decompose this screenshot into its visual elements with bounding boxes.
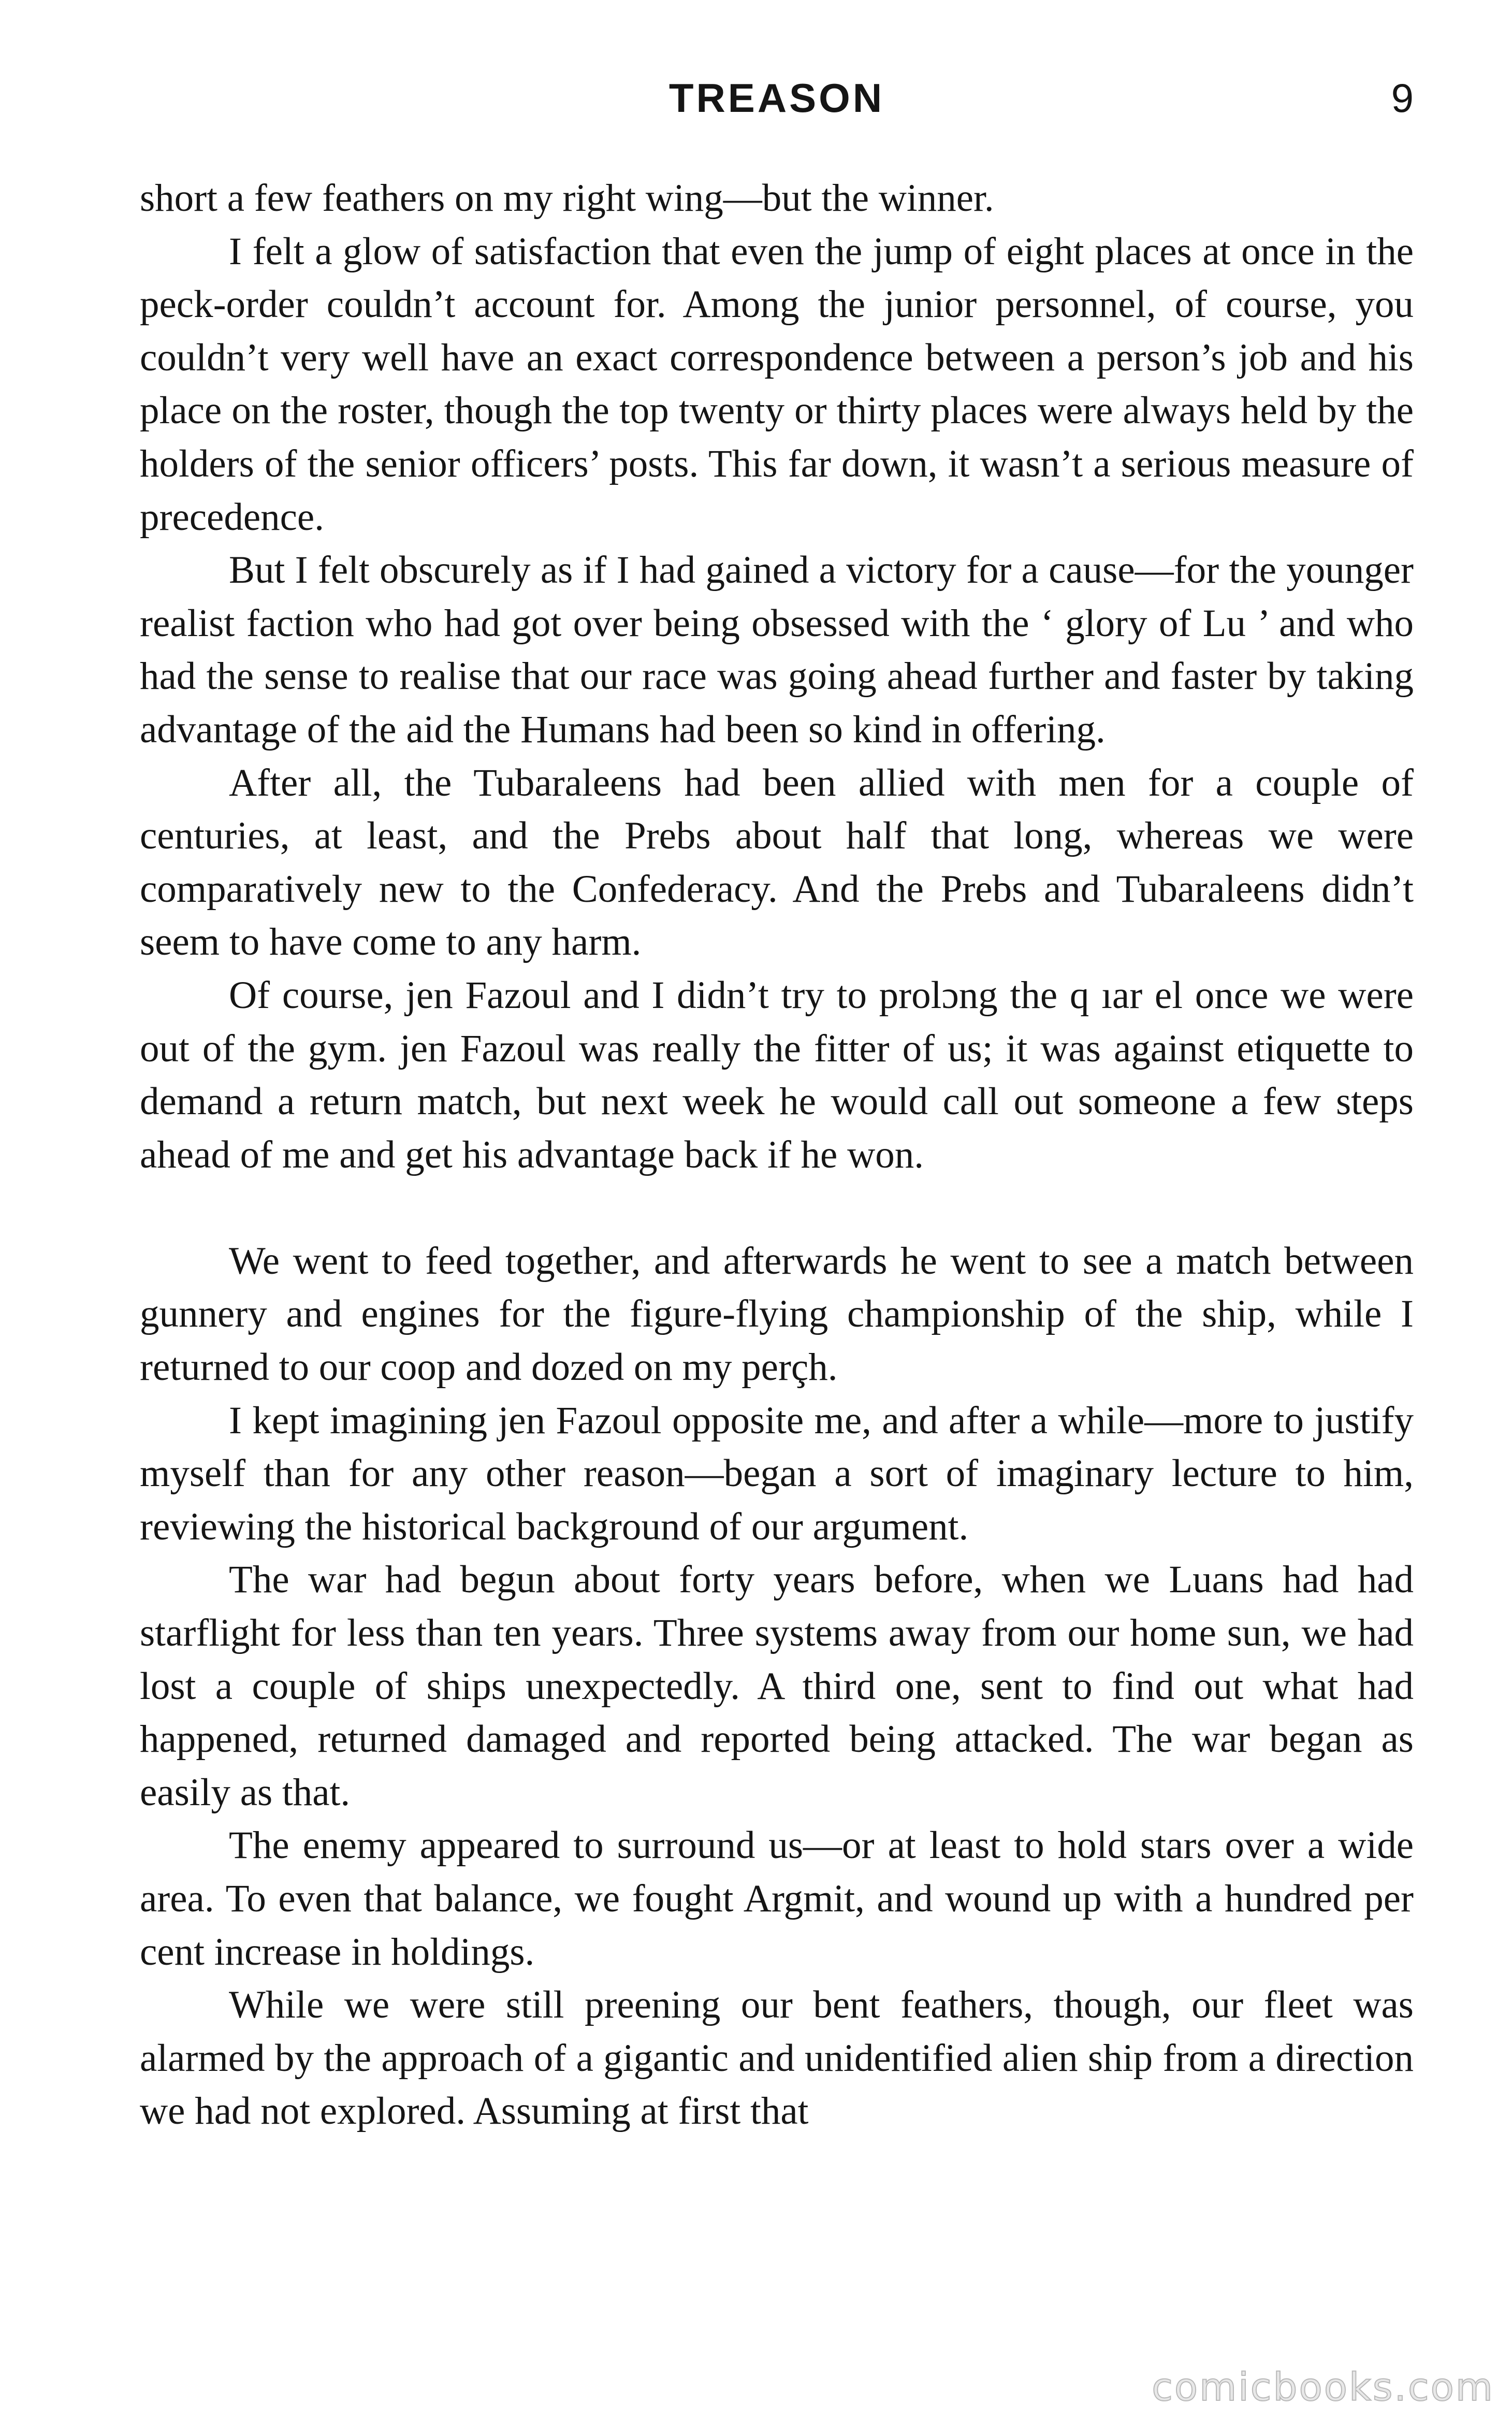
paragraph: The war had begun about forty years before, when we Luans had had starflight for less than ten years. Three systems away from our home sun, we had lost a couple of ships unexpectedly. A third one, sent to find out what had happened, returned damaged and reported being attacked. The war began as easily as that. bbox=[140, 1558, 1414, 1814]
paragraph: But I felt obscurely as if I had gained a victory for a cause—for the younger realist faction who had got over being obsessed with the ‘ glory of Lu ’ and who had the sense to realise that our race was going ahead further and faster by taking advantage of the aid the Humans had been so kind in offering. bbox=[140, 549, 1414, 751]
running-title: TREASON bbox=[668, 75, 885, 121]
paragraph-continued: short a few feathers on my right wing—but the winner. bbox=[140, 177, 994, 220]
paragraph: After all, the Tubaraleens had been allied with men for a couple of centuries, at least, and the Prebs about half that long, whereas we were comparatively new to the Confederacy. And the Prebs and Tubaraleens didn’t seem to have come to any harm. bbox=[140, 761, 1414, 964]
paragraph: The enemy appeared to surround us—or at least to hold stars over a wide area. To even that balance, we fought Argmit, and wound up with a hundred per cent increase in holdings. bbox=[140, 1824, 1414, 1974]
paragraph: While we were still preening our bent feathers, though, our fleet was alarmed by the approach of a gigantic and unidentified alien ship from a direction we had not explored. Assuming at first that bbox=[140, 1983, 1414, 2133]
page-number: 9 bbox=[1391, 75, 1414, 121]
paragraph: I felt a glow of satisfaction that even the jump of eight places at once in the peck-order couldn’t account for. Among the junior personnel, of course, you couldn’t very well have an exact correspondence between a person’s job and his place on the roster, though the top twenty or thirty places were always held by the holders of the senior officers’ posts. This far down, it wasn’t a serious measure of precedence. bbox=[140, 229, 1414, 539]
watermark-logo: comicbooks.com bbox=[1152, 2365, 1494, 2410]
running-head bbox=[140, 69, 1414, 126]
paragraph: I kept imagining jen Fazoul opposite me, and after a while—more to justify myself than for any other reason—began a sort of imaginary lecture to him, reviewing the historical background of our argument. bbox=[140, 1399, 1414, 1548]
paragraph: Of course, jen Fazoul and I didn’t try to prolɔng the q ıar el once we were out of the gym. jen Fazoul was really the fitter of us; it was against etiquette to demand a return match, but next week he would call out someone a few steps ahead of me and get his advantage back if he won. bbox=[140, 973, 1414, 1176]
paragraph-after-section-break: We went to feed together, and afterwards he went to see a match between gunnery and engines for the figure-flying championship of the ship, while I returned to our coop and dozed on my perçh. bbox=[140, 1239, 1414, 1389]
body-text bbox=[140, 172, 1414, 2138]
